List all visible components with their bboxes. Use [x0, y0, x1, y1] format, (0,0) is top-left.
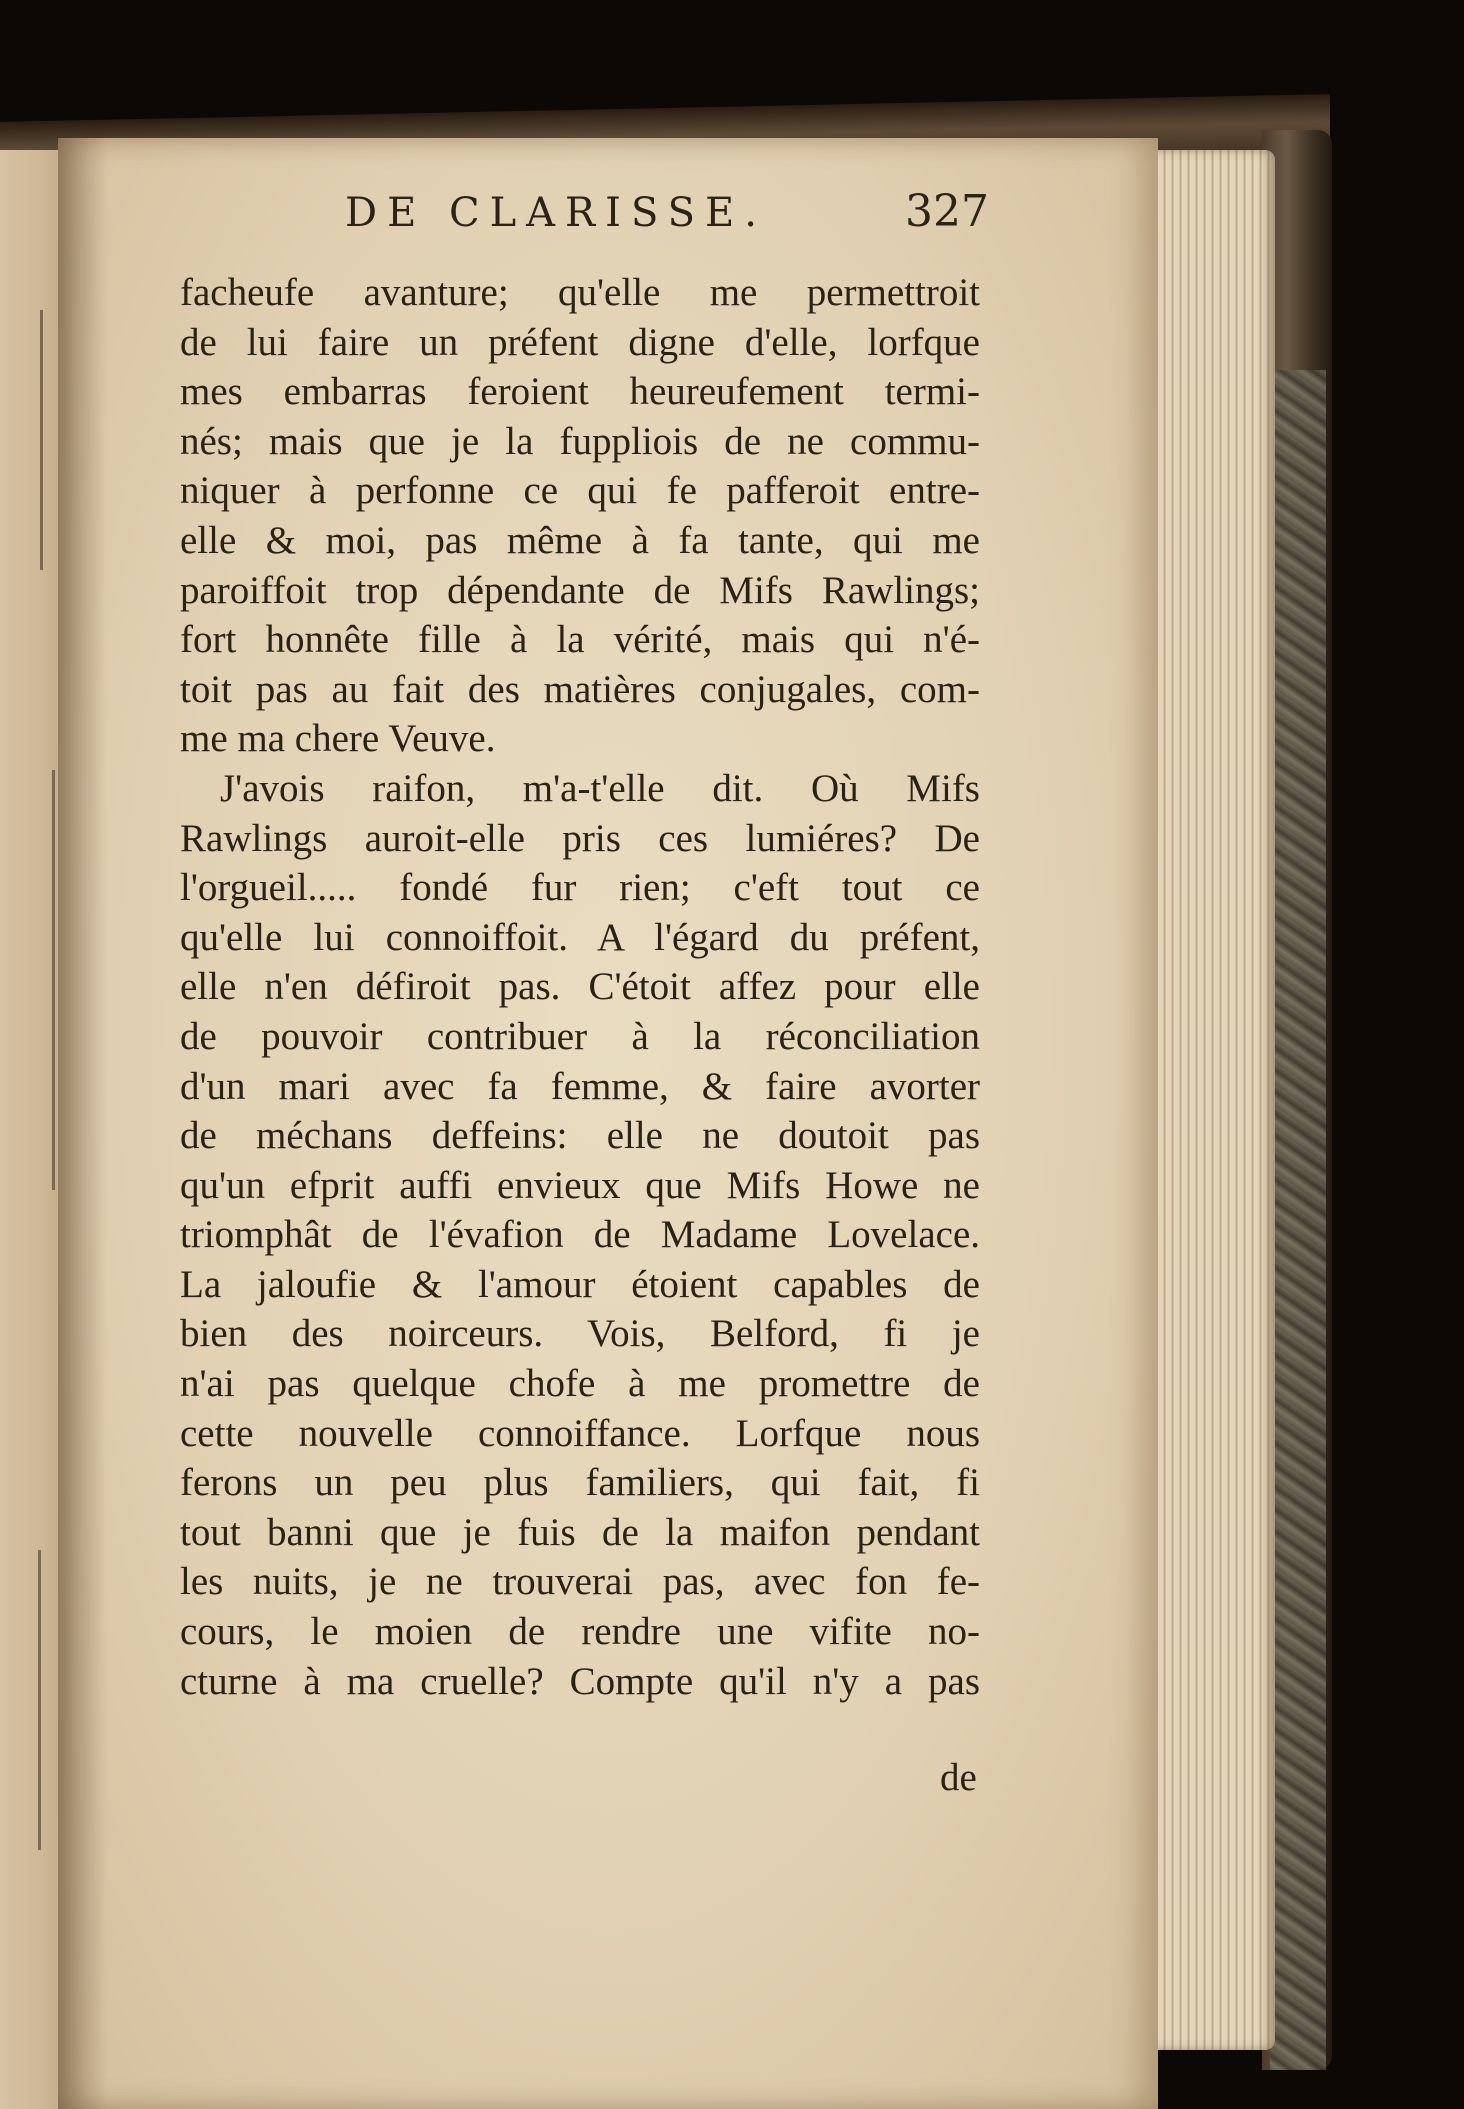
text-line: les nuits, je ne trouverai pas, avec fon fe- — [180, 1560, 980, 1604]
text-line: me ma chere Veuve. — [180, 717, 496, 761]
text-line: fort honnête fille à la vérité, mais qui n'é- — [180, 618, 980, 662]
text-line: de méchans deffeins: elle ne doutoit pas — [180, 1114, 980, 1158]
page-number: 327 — [905, 186, 989, 237]
text-line: La jaloufie & l'amour étoient capables de — [180, 1262, 980, 1306]
catchword: de — [940, 1756, 977, 1799]
text-line: ferons un peu plus familiers, qui fait, fi — [180, 1461, 980, 1505]
text-line: Rawlings auroit-elle pris ces lumiéres? De — [180, 816, 980, 860]
body-text — [180, 268, 980, 1706]
text-line: qu'un efprit auffi envieux que Mifs Howe ne — [180, 1163, 980, 1207]
text-line: nés; mais que je la fuppliois de ne commu- — [180, 419, 980, 463]
text-line: de pouvoir contribuer à la réconciliation — [180, 1014, 980, 1058]
page-gutter — [58, 138, 108, 2109]
text-line: qu'elle lui connoiffoit. A l'égard du préfent, — [180, 915, 980, 959]
running-head-title: DE CLARISSE. — [345, 190, 767, 236]
text-line: facheufe avanture; qu'elle me permettroit — [180, 271, 980, 314]
text-line: niquer à perfonne ce qui fe pafferoit entre- — [180, 469, 980, 513]
page-stack — [1150, 150, 1275, 2050]
text-line: mes embarras feroient heureufement termi- — [180, 370, 980, 414]
text-line: triomphât de l'évafion de Madame Lovelace. — [180, 1213, 980, 1257]
text-line: cours, le moien de rendre une vifite no- — [180, 1610, 980, 1654]
text-line: paroiffoit trop dépendante de Mifs Rawlings; — [180, 568, 980, 612]
text-line: cturne à ma cruelle? Compte qu'il n'y a pas — [180, 1659, 980, 1703]
text-line: cette nouvelle connoiffance. Lorfque nous — [180, 1411, 980, 1455]
text-line: J'avois raifon, m'a-t'elle dit. Où Mifs — [220, 766, 980, 810]
text-line: n'ai pas quelque chofe à me promettre de — [180, 1362, 980, 1406]
text-line: l'orgueil..... fondé fur rien; c'eft tout ce — [180, 866, 980, 910]
text-line: elle & moi, pas même à fa tante, qui me — [180, 518, 980, 562]
text-line: de lui faire un préfent digne d'elle, lorfque — [180, 320, 980, 364]
text-line: d'un mari avec fa femme, & faire avorter — [180, 1064, 980, 1108]
text-line: elle n'en défiroit pas. C'étoit affez pour elle — [180, 965, 980, 1009]
text-line: toit pas au fait des matières conjugales, com- — [180, 667, 980, 711]
text-line: bien des noirceurs. Vois, Belford, fi je — [180, 1312, 980, 1356]
text-line: tout banni que je fuis de la maifon pendant — [180, 1510, 980, 1554]
